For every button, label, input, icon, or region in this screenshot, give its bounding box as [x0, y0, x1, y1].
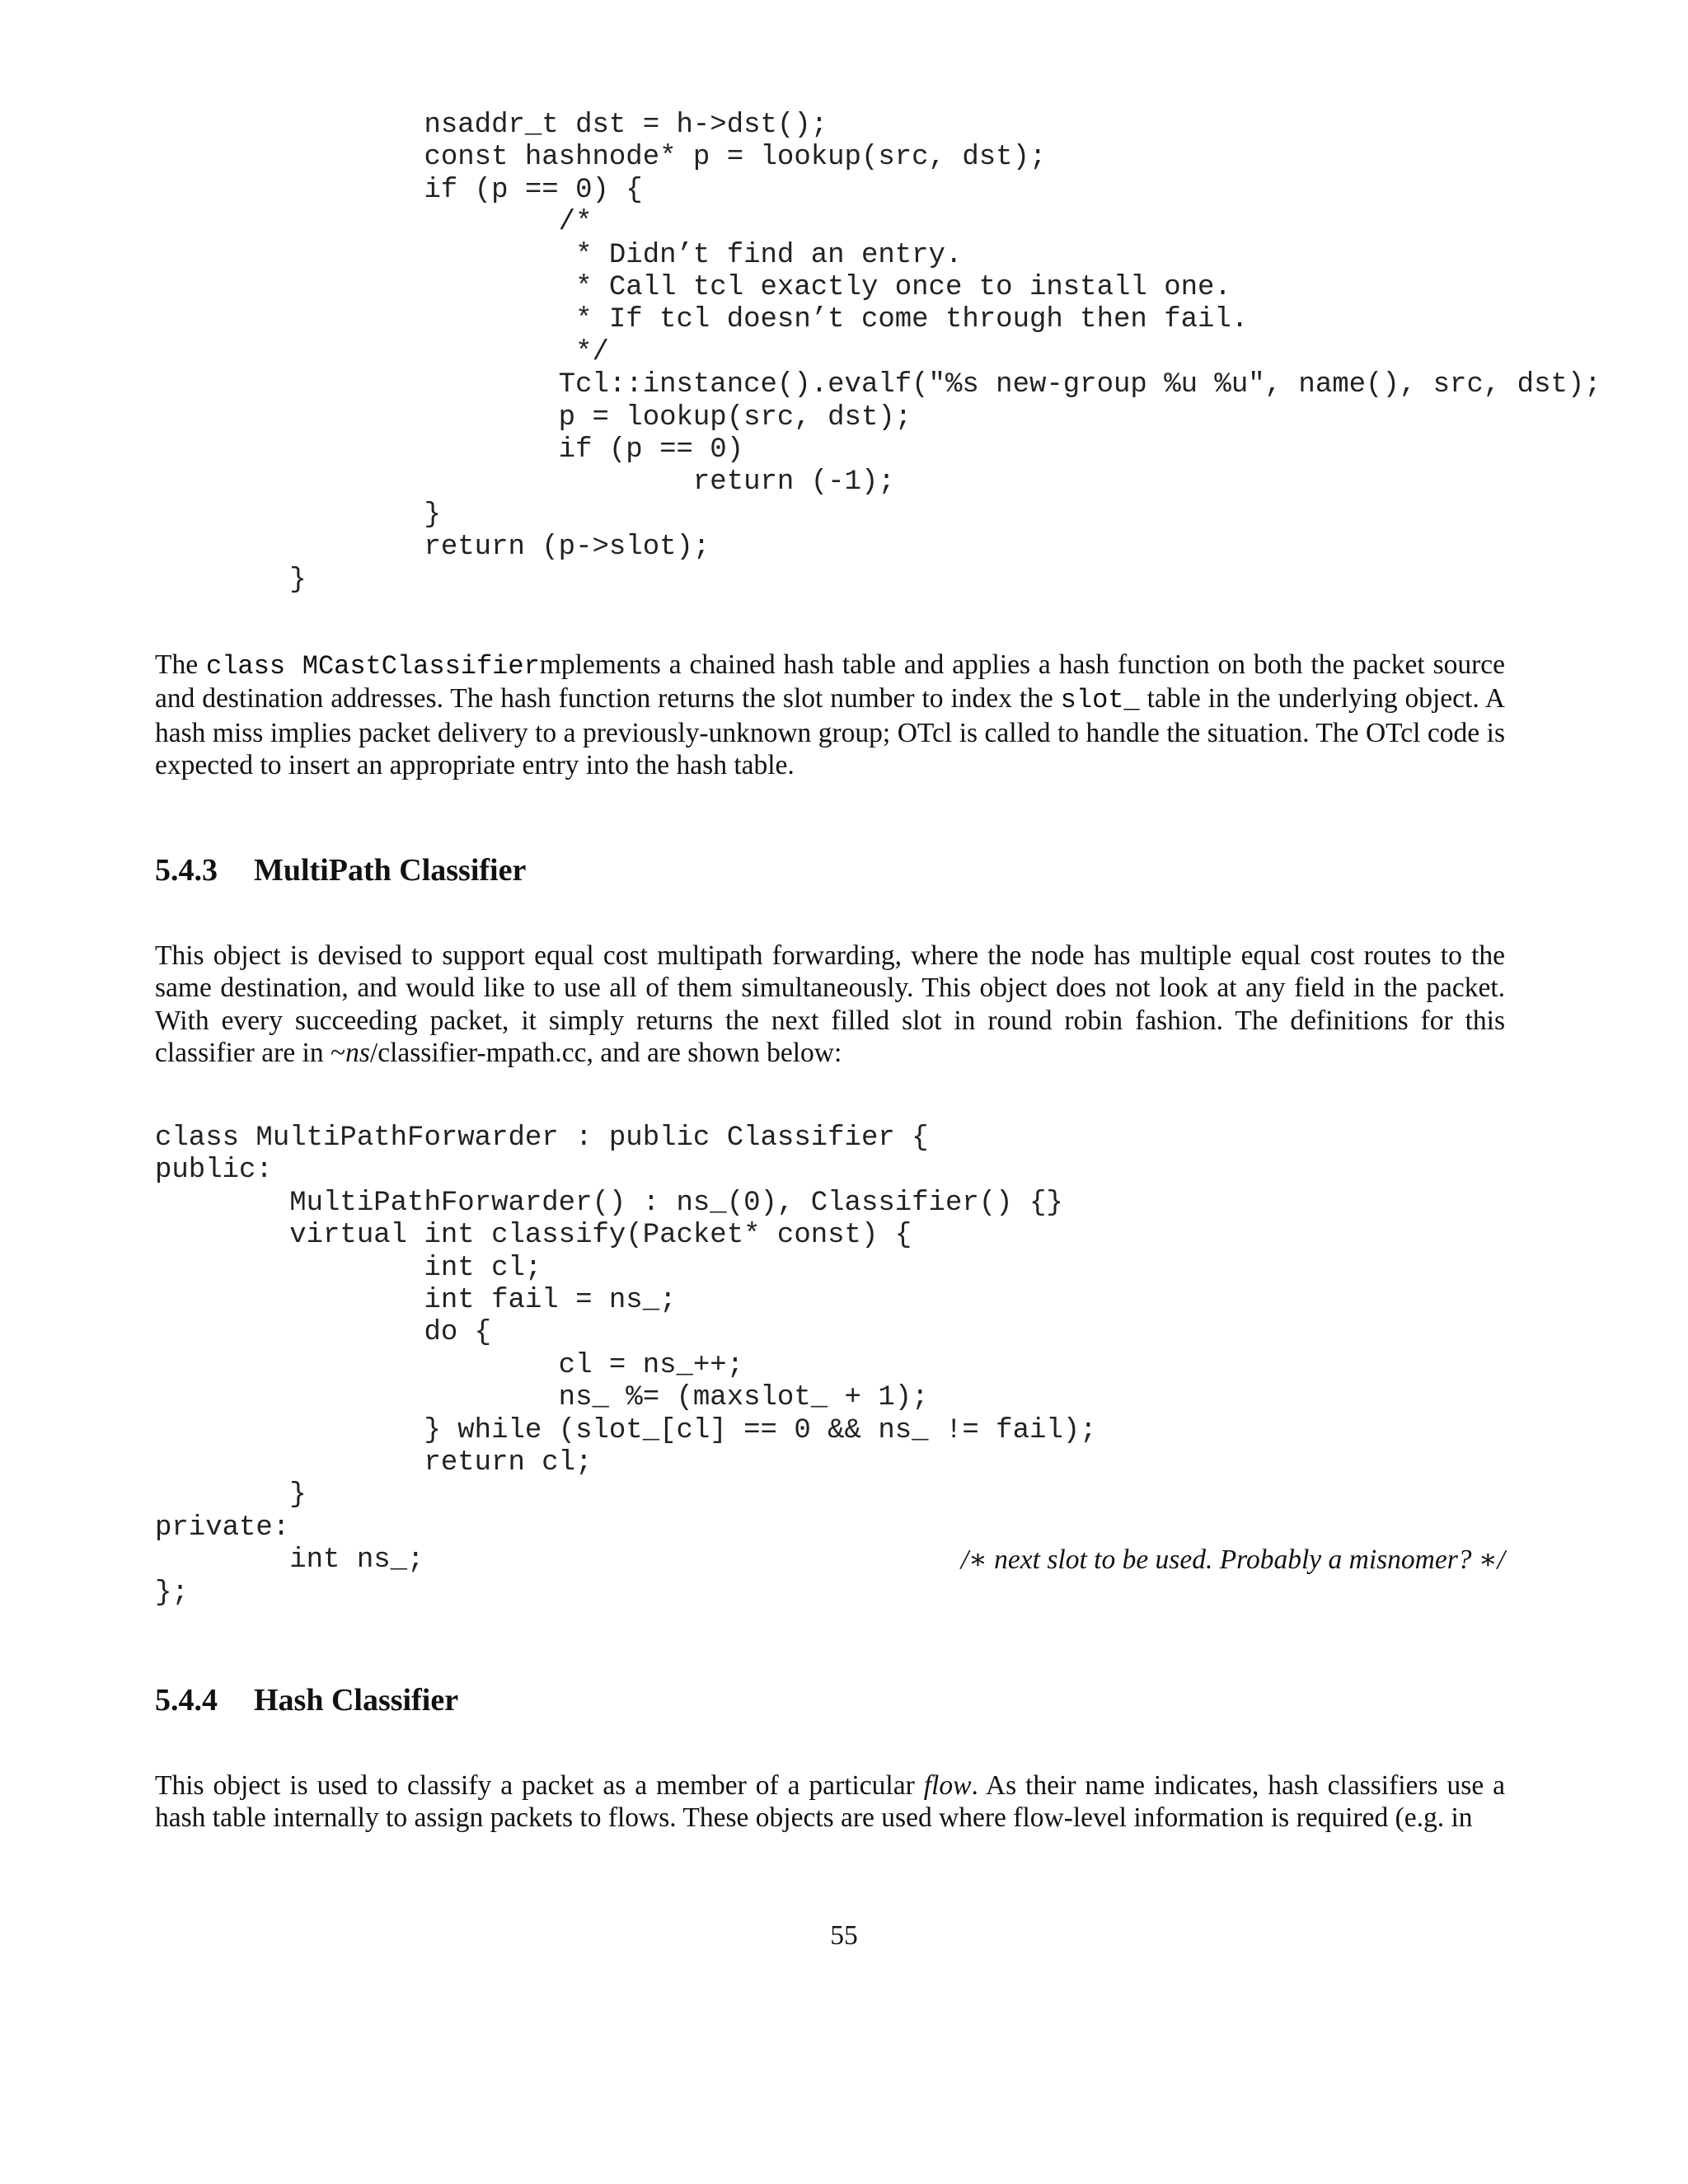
path-rest: /classifier-mpath.cc, and are shown below:: [369, 1038, 842, 1069]
code-line: * If tcl doesn’t come through then fail.: [155, 304, 1249, 336]
code-line: const hashnode* p = lookup(src, dst);: [155, 142, 1047, 174]
code-line: ns_ %= (maxslot_ + 1);: [155, 1382, 929, 1414]
code-line: }: [155, 1479, 307, 1511]
code-line: private:: [155, 1511, 290, 1544]
code-line: return cl;: [155, 1447, 593, 1479]
paragraph-text: The: [155, 649, 206, 680]
section-number: 5.4.4: [155, 1683, 218, 1718]
code-line: int fail = ns_;: [155, 1285, 677, 1317]
code-block-multipath-forwarder: [155, 1122, 1097, 1610]
code-line: }: [155, 564, 307, 596]
code-line: virtual int classify(Packet* const) {: [155, 1220, 912, 1252]
paragraph-text: table in the underlying object. A hash miss implies packet delivery to a previously-unknown group; OTcl is called to handle the situation. The OTcl code is expected to insert an appropriate entry into the hash table.: [155, 683, 1505, 781]
paragraph-text: This object is used to classify a packet as a member of a particular: [155, 1770, 924, 1801]
code-line: } while (slot_[cl] == 0 && ns_ != fail);: [155, 1414, 1097, 1446]
code-line: }: [155, 499, 441, 531]
paragraph-text: mplements a chained hash table and applies a hash function on both the packet source and destination addresses. The hash function returns the slot number to index the: [155, 649, 1506, 715]
code-line: nsaddr_t dst = h->dst();: [155, 110, 828, 141]
code-line: return (p->slot);: [155, 532, 710, 564]
section-number: 5.4.3: [155, 853, 218, 888]
paragraph-hash-classifier: [155, 1769, 1505, 1835]
code-line: */: [155, 336, 609, 368]
section-heading-5-4-4: [155, 1682, 458, 1718]
code-line: public:: [155, 1155, 273, 1187]
paragraph-multipath-classifier: [155, 940, 1505, 1070]
page-number: 55: [830, 1920, 858, 1951]
italic-term: flow: [923, 1770, 972, 1801]
code-line: cl = ns_++;: [155, 1349, 744, 1381]
section-title: MultiPath Classifier: [254, 853, 527, 888]
code-line: /*: [155, 207, 593, 239]
code-line: do {: [155, 1317, 492, 1349]
paragraph-text: . As their name indicates, hash classifiers use a hash table internally to assign packets to flows. These objects are used where flow-level information is required (e.g. in: [155, 1770, 1506, 1834]
code-line: int cl;: [155, 1252, 542, 1284]
inline-code-term: slot_: [1060, 685, 1140, 716]
code-line: int ns_;: [155, 1544, 424, 1577]
code-line: Tcl::instance().evalf("%s new-group %u %u", name(), src, dst);: [155, 369, 1601, 401]
section-title: Hash Classifier: [254, 1683, 459, 1718]
code-line: return (-1);: [155, 466, 895, 499]
section-heading-5-4-3: [155, 852, 526, 888]
code-line: class MultiPathForwarder : public Classifier {: [155, 1122, 929, 1154]
code-line: if (p == 0): [155, 434, 744, 466]
code-line: * Didn’t find an entry.: [155, 239, 963, 271]
path-italic: ns: [345, 1038, 370, 1069]
code-line: * Call tcl exactly once to install one.: [155, 272, 1231, 304]
paragraph-mcast-classifier: [155, 649, 1505, 782]
code-line: MultiPathForwarder() : ns_(0), Classifier() {}: [155, 1187, 1063, 1219]
paragraph-text: This object is devised to support equal cost multipath forwarding, where the node has multiple equal cost routes to the same destination, and would like to use all of them simultaneously. This object does not look at any field in the packet. With every succeeding packet, it simply returns the next filled slot in round robin fashion. The definitions for this classifier are in: [155, 940, 1505, 1069]
path-prefix: ~: [331, 1038, 346, 1069]
code-line: };: [155, 1577, 189, 1609]
inline-code-term: class MCastClassifier: [206, 651, 540, 682]
code-inline-comment: /∗ next slot to be used. Probably a misnomer? ∗/: [960, 1544, 1505, 1575]
code-line: if (p == 0) {: [155, 174, 643, 206]
code-line: p = lookup(src, dst);: [155, 401, 912, 434]
code-block-mcast-classify: [155, 110, 1601, 597]
